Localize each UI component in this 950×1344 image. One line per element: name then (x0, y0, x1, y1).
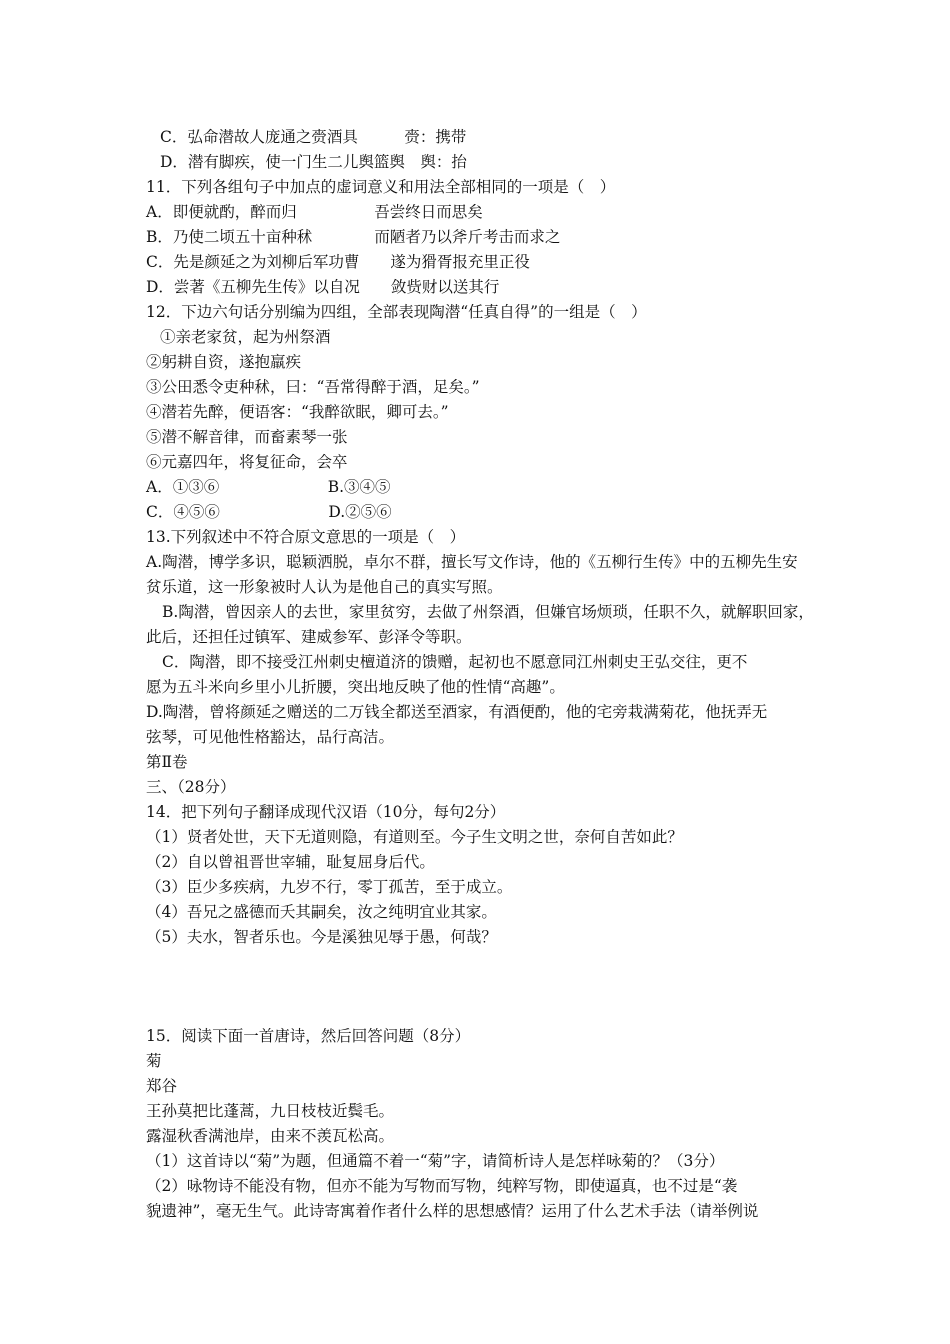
poem-line: 王孙莫把比蓬蒿，九日枝枝近鬓毛。 (146, 1102, 395, 1120)
numbered-sentence: ①亲老家贫，起为州祭酒 (160, 328, 331, 346)
translation-item: （3）臣少多疾病，九岁不行，零丁孤苦，至于成立。 (146, 878, 513, 896)
option-line: 弦琴，可见他性格豁达，品行高洁。 (146, 728, 395, 746)
option-line: A．①③⑥ B.③④⑤ (146, 478, 391, 496)
option-line: 此后，还担任过镇军、建威参军、彭泽令等职。 (146, 628, 472, 646)
sub-question: 貌遗神”，毫无生气。此诗寄寓着作者什么样的思想感情？运用了什么艺术手法（请举例说 (146, 1202, 759, 1220)
translation-item: （1）贤者处世，天下无道则隐，有道则至。今子生文明之世，奈何自苦如此？ (146, 828, 683, 846)
option-line: B.陶潜，曾因亲人的去世，家里贫穷，去做了州祭酒，但嫌官场烦琐，任职不久，就解职回家， (162, 603, 814, 621)
option-line: C．④⑤⑥ D.②⑤⑥ (146, 503, 392, 521)
numbered-sentence: ⑥元嘉四年，将复征命，会卒 (146, 453, 348, 471)
option-line: D．尝著《五柳先生传》以自况 敛赀财以送其行 (146, 278, 500, 296)
option-line: B．乃使二顷五十亩种秫 而陋者乃以斧斤考击而求之 (146, 228, 561, 246)
numbered-sentence: ③公田悉令吏种秫，曰：“吾常得醉于酒，足矣。” (146, 378, 480, 396)
poem-title: 菊 (146, 1052, 162, 1070)
section-heading: 第Ⅱ卷 (146, 753, 188, 771)
question-line: 13.下列叙述中不符合原文意思的一项是（ ） (146, 528, 466, 546)
question-line: 14．把下列句子翻译成现代汉语（10分，每句2分） (146, 803, 506, 821)
option-line: D．潜有脚疾，使一门生二儿舆篮舆 舆：抬 (160, 153, 467, 171)
numbered-sentence: ⑤潜不解音律，而畜素琴一张 (146, 428, 348, 446)
question-line: 15．阅读下面一首唐诗，然后回答问题（8分） (146, 1027, 471, 1045)
sub-question: （2）咏物诗不能没有物，但亦不能为写物而写物，纯粹写物，即使逼真，也不过是“袭 (146, 1177, 738, 1195)
option-line: A.陶潜，博学多识，聪颖洒脱，卓尔不群，擅长写文作诗，他的《五柳行生传》中的五柳先生安 (146, 553, 798, 571)
option-line: C．陶潜，即不接受江州刺史檀道济的馈赠，起初也不愿意同江州刺史王弘交往，更不 (162, 653, 748, 671)
sub-question: （1）这首诗以“菊”为题，但通篇不着一“菊”字，请简析诗人是怎样咏菊的？（3分） (146, 1152, 725, 1170)
option-line: 愿为五斗米向乡里小儿折腰，突出地反映了他的性情“高趣”。 (146, 678, 565, 696)
option-line: C．先是颜延之为刘柳后军功曹 遂为猾胥报充里正役 (146, 253, 530, 271)
question-line: 12．下边六句话分别编为四组，全部表现陶潜“任真自得”的一组是（ ） (146, 303, 647, 321)
translation-item: （4）吾兄之盛德而夭其嗣矣，汝之纯明宜业其家。 (146, 903, 497, 921)
section-heading: 三、（28分） (146, 778, 236, 796)
option-line: D.陶潜，曾将颜延之赠送的二万钱全都送至酒家，有酒便酌，他的宅旁栽满菊花，他抚弄无 (146, 703, 768, 721)
numbered-sentence: ②躬耕自资，遂抱羸疾 (146, 353, 302, 371)
translation-item: （5）夫水，智者乐也。今是溪独见辱于愚，何哉？ (146, 928, 497, 946)
option-line: C．弘命潜故人庞通之赍酒具 赍：携带 (160, 128, 467, 146)
option-line: 贫乐道，这一形象被时人认为是他自己的真实写照。 (146, 578, 503, 596)
numbered-sentence: ④潜若先醉，便语客：“我醉欲眠，卿可去。” (146, 403, 449, 421)
poem-author: 郑谷 (146, 1077, 178, 1095)
option-line: A．即便就酌，醉而归 吾尝终日而思矣 (146, 203, 483, 221)
poem-line: 露湿秋香满池岸，由来不羡瓦松高。 (146, 1127, 395, 1145)
translation-item: （2）自以曾祖晋世宰辅，耻复屈身后代。 (146, 853, 435, 871)
question-line: 11．下列各组句子中加点的虚词意义和用法全部相同的一项是（ ） (146, 178, 616, 196)
